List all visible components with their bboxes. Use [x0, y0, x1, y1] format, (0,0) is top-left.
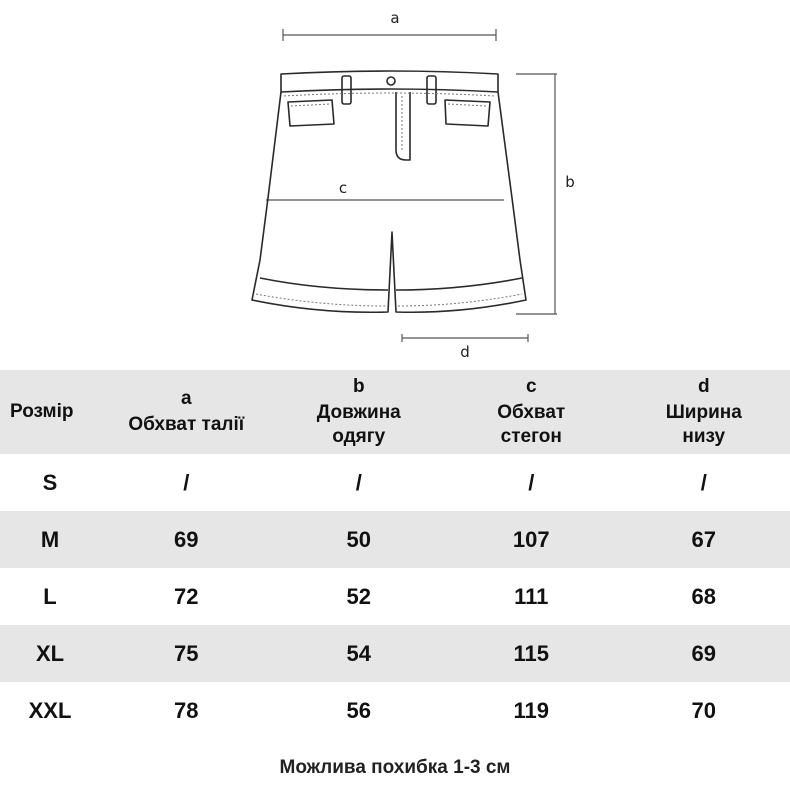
- dimension-a-line: [283, 29, 496, 41]
- shorts-outline: [252, 71, 526, 312]
- value-cell: 69: [174, 526, 199, 552]
- table-row: [0, 511, 790, 568]
- column-header-b: [273, 370, 446, 454]
- size-cell: M: [40, 526, 60, 552]
- size-table: [0, 370, 790, 739]
- size-cell: XL: [35, 640, 65, 666]
- size-cell: XXL: [28, 697, 72, 723]
- dimension-d-label: d: [460, 343, 470, 361]
- column-letter: c: [525, 376, 537, 397]
- tolerance-note: Можлива похибка 1-3 см: [279, 757, 511, 778]
- column-name: Ширина низу: [665, 402, 742, 447]
- value-cell: 56: [346, 697, 371, 723]
- column-header-c: [445, 370, 618, 454]
- value-cell: /: [355, 469, 362, 495]
- value-cell: 119: [513, 697, 549, 723]
- value-cell: 52: [346, 583, 371, 609]
- value-cell: 111: [514, 583, 549, 609]
- table-row: [0, 454, 790, 511]
- table-row: [0, 625, 790, 682]
- size-cell: L: [43, 583, 57, 609]
- value-cell: 70: [691, 697, 716, 723]
- value-cell: /: [528, 469, 535, 495]
- value-cell: 78: [174, 697, 199, 723]
- value-cell: 107: [512, 526, 550, 552]
- column-letter: d: [697, 376, 710, 397]
- value-cell: 115: [513, 640, 549, 666]
- value-cell: /: [183, 469, 190, 495]
- column-name: Обхват талії: [128, 414, 245, 435]
- column-name: Обхват стегон: [497, 402, 566, 447]
- value-cell: /: [700, 469, 707, 495]
- dimension-d-line: [402, 334, 528, 342]
- dimension-c-label: c: [338, 179, 348, 197]
- column-header-a: [100, 370, 273, 454]
- column-name: Довжина одягу: [316, 402, 401, 447]
- table-row: [0, 682, 790, 739]
- shorts-diagram: [0, 0, 790, 365]
- value-cell: 72: [174, 583, 199, 609]
- size-cell: S: [42, 469, 58, 495]
- table-row: [0, 568, 790, 625]
- value-cell: 75: [174, 640, 199, 666]
- value-cell: 54: [346, 640, 371, 666]
- column-header-d: [618, 370, 790, 454]
- value-cell: 67: [691, 526, 716, 552]
- shorts-diagram-svg: [0, 0, 790, 365]
- value-cell: 69: [691, 640, 716, 666]
- size-column-header: Розмір: [10, 401, 74, 422]
- column-letter: b: [352, 376, 365, 397]
- dimension-a-label: a: [390, 9, 400, 27]
- dimension-b-label: b: [565, 173, 575, 191]
- column-letter: a: [180, 388, 192, 409]
- value-cell: 50: [346, 526, 371, 552]
- value-cell: 68: [691, 583, 716, 609]
- table-header-row: [0, 370, 790, 454]
